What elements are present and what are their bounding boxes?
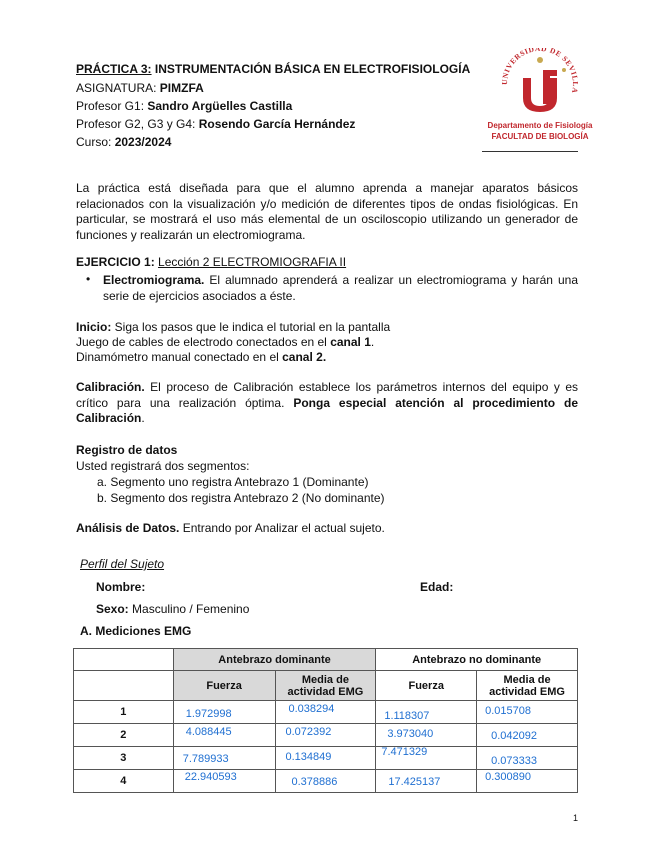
value-force-nd-1: 1.118307 bbox=[384, 710, 430, 722]
cell-force-nd bbox=[376, 770, 477, 793]
sex-options: Masculino / Femenino bbox=[128, 602, 250, 616]
professor-g2-line bbox=[76, 117, 355, 132]
logo-divider bbox=[482, 151, 578, 152]
subject-value: PIMZFA bbox=[159, 81, 204, 95]
cell-emg-dom bbox=[275, 724, 376, 747]
start-text-2a: Juego de cables de electrodo conectados en el bbox=[76, 335, 331, 349]
col-emg-dominant-l2: actividad EMG bbox=[287, 685, 364, 698]
cell-force-nd bbox=[376, 747, 477, 770]
col-force-non-dominant: Fuerza bbox=[376, 671, 477, 701]
professor-g2-label: Profesor G2, G3 y G4: bbox=[76, 117, 199, 131]
col-emg-nd-l1: Media de bbox=[503, 673, 551, 686]
table-row bbox=[74, 701, 578, 724]
table-corner-2 bbox=[74, 671, 174, 701]
register-item-a: a. Segmento uno registra Antebrazo 1 (Dominante) bbox=[97, 475, 369, 489]
professor-g1-label: Profesor G1: bbox=[76, 99, 148, 113]
start-text-1: Siga los pasos que le indica el tutorial en la pantalla bbox=[111, 320, 391, 334]
name-label: Nombre: bbox=[96, 580, 146, 594]
register-list bbox=[97, 474, 385, 506]
cell-emg-dom bbox=[275, 701, 376, 724]
value-emg-dom-1: 0.038294 bbox=[288, 703, 335, 715]
cell-force-dom bbox=[173, 701, 275, 724]
cell-force-dom bbox=[173, 747, 275, 770]
cell-force-dom bbox=[173, 770, 275, 793]
start-line-2 bbox=[76, 335, 374, 350]
exercise-label: EJERCICIO 1: bbox=[76, 255, 159, 269]
table-corner bbox=[74, 649, 174, 671]
value-emg-nd-1: 0.015708 bbox=[485, 705, 532, 717]
bullet-icon: • bbox=[86, 272, 91, 286]
sex-line bbox=[96, 602, 249, 616]
row-number: 2 bbox=[74, 724, 174, 747]
register-intro: Usted registrará dos segmentos: bbox=[76, 459, 250, 473]
exercise-bullet bbox=[103, 272, 578, 304]
cell-force-dom bbox=[173, 724, 275, 747]
col-force-dominant: Fuerza bbox=[173, 671, 275, 701]
value-force-nd-4: 17.425137 bbox=[388, 776, 441, 788]
value-emg-dom-4: 0.378886 bbox=[291, 776, 338, 788]
analysis-line bbox=[76, 521, 385, 536]
cell-emg-nd bbox=[477, 747, 578, 770]
page-number: 1 bbox=[573, 813, 579, 823]
bullet-text: El alumnado aprenderá a realizar un electromiograma y harán una serie de ejercicios asociados a éste. bbox=[103, 273, 578, 303]
value-emg-nd-2: 0.042092 bbox=[491, 730, 538, 742]
practice-title-prefix: PRÁCTICA 3: bbox=[76, 62, 152, 76]
header-dominant: Antebrazo dominante bbox=[173, 649, 376, 671]
row-number: 4 bbox=[74, 770, 174, 793]
table-row bbox=[74, 770, 578, 793]
practice-title bbox=[76, 62, 470, 77]
course-label: Curso: bbox=[76, 135, 115, 149]
section-a-title: A. Mediciones EMG bbox=[80, 624, 192, 638]
value-force-dom-2: 4.088445 bbox=[185, 726, 232, 738]
start-label: Inicio: bbox=[76, 320, 112, 334]
start-text-2b: canal 1 bbox=[330, 335, 371, 349]
value-force-dom-4: 22.940593 bbox=[184, 771, 237, 783]
value-emg-nd-4: 0.300890 bbox=[485, 771, 532, 783]
start-text-3a: Dinamómetro manual conectado en el bbox=[76, 350, 283, 364]
cell-emg-nd bbox=[477, 724, 578, 747]
cell-emg-nd bbox=[477, 770, 578, 793]
table-row bbox=[74, 724, 578, 747]
logo-department: Departamento de Fisiología bbox=[487, 121, 593, 130]
intro-paragraph: La práctica está diseñada para que el alumno aprenda a manejar aparatos básicos relacionados con la visualización y/o medición de diferentes tipos de ondas fisiológicas. En particular, se mostrará el uso más elemental de un osciloscopio utilizando un generador de funciones y realizarán un electromiograma. bbox=[76, 181, 578, 242]
row-number: 3 bbox=[74, 747, 174, 770]
professor-g2-value: Rosendo García Hernández bbox=[198, 117, 356, 131]
col-emg-non-dominant bbox=[477, 671, 578, 701]
university-logo bbox=[480, 48, 600, 141]
analysis-label: Análisis de Datos. bbox=[76, 521, 180, 535]
professor-g1-line bbox=[76, 99, 292, 114]
start-line-1 bbox=[76, 320, 390, 335]
analysis-text: Entrando por Analizar el actual sujeto. bbox=[179, 521, 385, 535]
register-title: Registro de datos bbox=[76, 443, 178, 457]
calibration-text: El proceso de Calibración establece los parámetros internos del equipo y es crítico para una realización óptima. bbox=[76, 380, 578, 410]
start-text-3b: canal 2. bbox=[282, 350, 327, 364]
start-text-2c: . bbox=[370, 335, 375, 349]
cell-emg-nd bbox=[477, 701, 578, 724]
col-emg-dominant-l1: Media de bbox=[301, 673, 349, 686]
course-line bbox=[76, 135, 171, 150]
value-emg-nd-3: 0.073333 bbox=[491, 755, 538, 767]
calibration-paragraph bbox=[76, 380, 578, 427]
value-emg-dom-2: 0.072392 bbox=[285, 726, 332, 738]
row-number: 1 bbox=[74, 701, 174, 724]
practice-title-rest: INSTRUMENTACIÓN BÁSICA EN ELECTROFISIOLOGÍA bbox=[151, 62, 471, 76]
university-seal-icon bbox=[480, 48, 600, 116]
header-non-dominant: Antebrazo no dominante bbox=[376, 649, 578, 671]
age-label: Edad: bbox=[420, 580, 454, 594]
subject-label: ASIGNATURA: bbox=[76, 81, 160, 95]
cell-force-nd bbox=[376, 724, 477, 747]
sex-label: Sexo: bbox=[96, 602, 129, 616]
calibration-label: Calibración. bbox=[76, 380, 145, 394]
cell-emg-dom bbox=[275, 770, 376, 793]
col-emg-dominant bbox=[275, 671, 376, 701]
exercise-lesson: Lección 2 ELECTROMIOGRAFIA II bbox=[158, 255, 347, 269]
value-force-nd-2: 3.973040 bbox=[387, 728, 434, 740]
table-row bbox=[74, 747, 578, 770]
profile-title: Perfil del Sujeto bbox=[80, 557, 165, 571]
logo-arc-text: UNIVERSIDAD DE SEVILLA bbox=[499, 48, 581, 95]
start-line-3 bbox=[76, 350, 326, 365]
logo-faculty: FACULTAD DE BIOLOGÍA bbox=[491, 132, 589, 141]
calibration-bold: Ponga especial atención al procedimiento de Calibración bbox=[76, 395, 578, 425]
bullet-bold: Electromiograma. bbox=[103, 273, 205, 287]
cell-emg-dom bbox=[275, 747, 376, 770]
svg-text:UNIVERSIDAD DE SEVILLA bbox=[500, 48, 580, 94]
value-emg-dom-3: 0.134849 bbox=[285, 751, 332, 763]
course-value: 2023/2024 bbox=[114, 135, 172, 149]
register-item-b: b. Segmento dos registra Antebrazo 2 (No dominante) bbox=[97, 491, 385, 505]
exercise-heading bbox=[76, 255, 346, 270]
professor-g1-value: Sandro Argüelles Castilla bbox=[147, 99, 293, 113]
value-force-dom-3: 7.789933 bbox=[182, 753, 229, 765]
calibration-end: . bbox=[141, 411, 145, 425]
cell-force-nd bbox=[376, 701, 477, 724]
subject-line bbox=[76, 81, 204, 96]
emg-table bbox=[73, 648, 578, 793]
col-emg-nd-l2: actividad EMG bbox=[489, 685, 565, 698]
value-force-nd-3: 7.471329 bbox=[381, 746, 428, 758]
value-force-dom-1: 1.972998 bbox=[185, 708, 232, 720]
